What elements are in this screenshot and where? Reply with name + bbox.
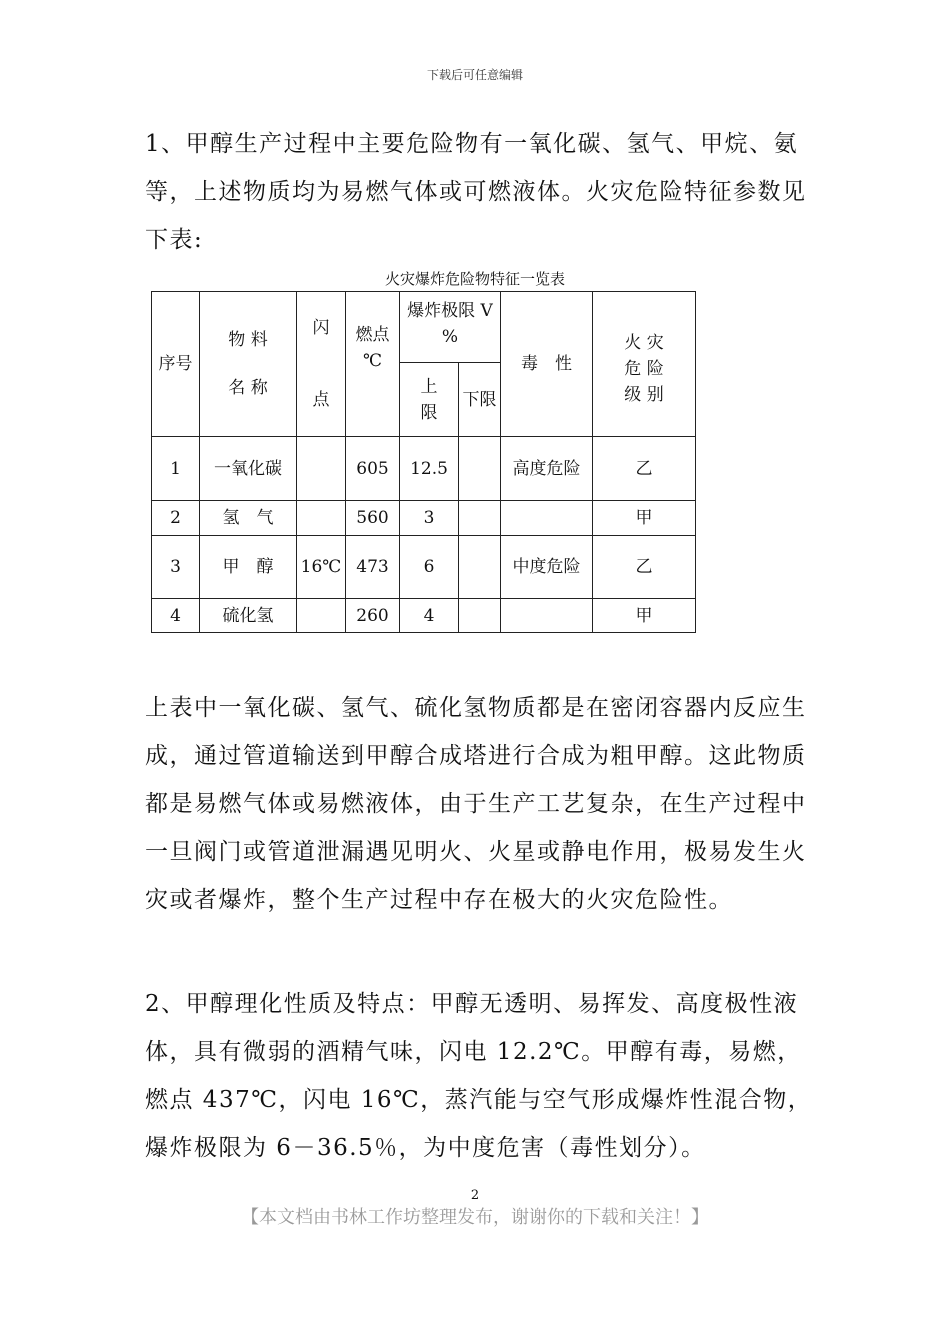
header-flash-line2: 点 bbox=[312, 390, 330, 410]
header-explosion bbox=[400, 292, 501, 363]
cell-name: 一氧化碳 bbox=[200, 437, 297, 501]
cell-hazard: 甲 bbox=[593, 599, 696, 633]
header-name-line1: 物 料 bbox=[228, 330, 268, 350]
cell-hazard: 乙 bbox=[593, 437, 696, 501]
header-explosion-line2: % bbox=[441, 327, 459, 347]
cell-name: 硫化氢 bbox=[200, 599, 297, 633]
header-hazard-line2: 危 险 bbox=[624, 359, 664, 379]
cell-flash bbox=[297, 437, 346, 501]
header-hazard-line3: 级 别 bbox=[624, 385, 664, 405]
header-flash-line1: 闪 bbox=[312, 318, 330, 338]
header-hazard-line1: 火 灾 bbox=[624, 333, 664, 353]
header-seq: 序号 bbox=[152, 292, 200, 437]
table-row bbox=[152, 536, 696, 599]
cell-ignition: 260 bbox=[346, 599, 400, 633]
paragraph-methanol-properties: 2、甲醇理化性质及特点：甲醇无透明、易挥发、高度极性液体，具有微弱的酒精气味，闪电 12.2℃。甲醇有毒，易燃，燃点 437℃，闪电 16℃，蒸汽能与空气形成爆炸性混合物，爆炸极限为 6－36.5％，为中度危害（毒性划分）。 bbox=[145, 991, 813, 1161]
page-header: 下载后可任意编辑 bbox=[426, 68, 523, 82]
cell-name: 氢 气 bbox=[200, 501, 297, 536]
cell-upper: 3 bbox=[400, 501, 459, 536]
header-upper-line2: 限 bbox=[420, 402, 438, 423]
cell-lower bbox=[459, 536, 501, 599]
table-header-row bbox=[152, 292, 696, 363]
cell-seq: 1 bbox=[152, 437, 200, 501]
header-ignition-line1: 燃点 bbox=[355, 325, 390, 345]
hazard-table bbox=[151, 291, 696, 633]
cell-upper: 4 bbox=[400, 599, 459, 633]
cell-seq: 3 bbox=[152, 536, 200, 599]
cell-lower bbox=[459, 437, 501, 501]
cell-ignition: 605 bbox=[346, 437, 400, 501]
cell-seq: 4 bbox=[152, 599, 200, 633]
header-lower: 下限 bbox=[459, 363, 501, 437]
header-flash bbox=[297, 292, 346, 437]
cell-flash bbox=[297, 599, 346, 633]
cell-hazard: 甲 bbox=[593, 501, 696, 536]
cell-flash bbox=[297, 501, 346, 536]
cell-toxicity bbox=[501, 501, 593, 536]
header-upper bbox=[400, 363, 459, 437]
cell-upper: 6 bbox=[400, 536, 459, 599]
table-row bbox=[152, 599, 696, 633]
paragraph-analysis: 上表中一氧化碳、氢气、硫化氢物质都是在密闭容器内反应生成，通过管道输送到甲醇合成塔进行合成为粗甲醇。这此物质都是易燃气体或易燃液体，由于生产工艺复杂，在生产过程中一旦阀门或管道泄漏遇见明火、火星或静电作用，极易发生火灾或者爆炸，整个生产过程中存在极大的火灾危险性。 bbox=[145, 695, 807, 913]
cell-lower bbox=[459, 501, 501, 536]
header-ignition bbox=[346, 292, 400, 437]
header-name bbox=[200, 292, 297, 437]
cell-upper: 12.5 bbox=[400, 437, 459, 501]
cell-lower bbox=[459, 599, 501, 633]
table-row bbox=[152, 501, 696, 536]
header-upper-line1: 上 bbox=[420, 376, 438, 397]
page-number: 2 bbox=[470, 1188, 480, 1203]
cell-ignition: 560 bbox=[346, 501, 400, 536]
table-caption: 火灾爆炸危险物特征一览表 bbox=[384, 270, 565, 288]
header-ignition-line2: ℃ bbox=[362, 351, 383, 371]
header-hazard bbox=[593, 292, 696, 437]
paragraph-intro: 1、甲醇生产过程中主要危险物有一氧化碳、氢气、甲烷、氨等，上述物质均为易燃气体或可燃液体。火灾危险特征参数见下表: bbox=[145, 131, 807, 253]
footer-note: 【本文档由书林工作坊整理发布，谢谢你的下载和关注！】 bbox=[241, 1207, 709, 1228]
cell-name: 甲 醇 bbox=[200, 536, 297, 599]
header-toxicity: 毒 性 bbox=[501, 292, 593, 437]
table-row bbox=[152, 437, 696, 501]
cell-toxicity: 高度危险 bbox=[501, 437, 593, 501]
header-name-line2: 名 称 bbox=[228, 378, 268, 398]
cell-hazard: 乙 bbox=[593, 536, 696, 599]
cell-toxicity: 中度危险 bbox=[501, 536, 593, 599]
cell-ignition: 473 bbox=[346, 536, 400, 599]
cell-seq: 2 bbox=[152, 501, 200, 536]
cell-toxicity bbox=[501, 599, 593, 633]
header-explosion-line1: 爆炸极限 V bbox=[407, 301, 493, 321]
cell-flash: 16℃ bbox=[297, 536, 346, 599]
